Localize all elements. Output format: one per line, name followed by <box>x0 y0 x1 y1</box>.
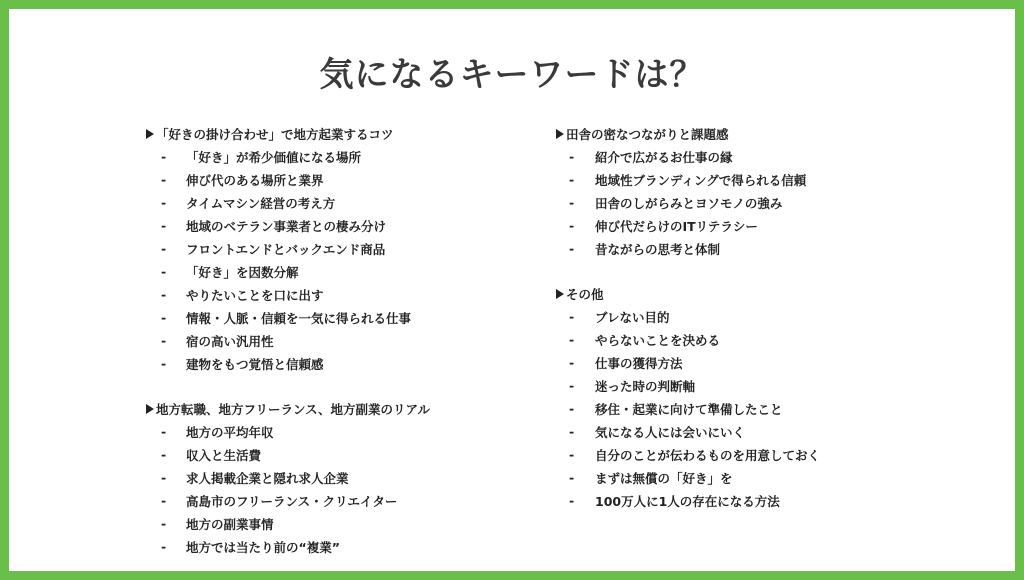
list-item <box>146 535 526 558</box>
dash-bullet: - <box>569 218 575 233</box>
right-column <box>556 122 956 534</box>
dash-bullet: - <box>161 241 167 256</box>
list-item <box>556 214 956 237</box>
list-item <box>146 512 526 535</box>
dash-bullet: - <box>161 264 167 279</box>
section-heading-text: 地方転職、地方フリーランス、地方副業のリアル <box>156 401 431 417</box>
list-item <box>556 351 956 374</box>
list-item <box>146 352 526 375</box>
list-item-text: 求人掲載企業と隠れ求人企業 <box>186 470 349 486</box>
dash-bullet: - <box>161 447 167 462</box>
list-item <box>556 374 956 397</box>
dash-bullet: - <box>161 356 167 371</box>
dash-bullet: - <box>569 447 575 462</box>
list-item <box>146 168 526 191</box>
dash-bullet: - <box>569 424 575 439</box>
list-item-text: 伸び代だらけのITリテラシー <box>595 218 758 234</box>
list-item-text: 田舎のしがらみとヨソモノの強み <box>595 195 783 211</box>
list-item <box>556 466 956 489</box>
list-item <box>146 306 526 329</box>
list-item-text: 「好き」を因数分解 <box>186 264 299 280</box>
list-item-text: 紹介で広がるお仕事の縁 <box>595 149 733 165</box>
list-item-text: タイムマシン経営の考え方 <box>186 195 336 211</box>
dash-bullet: - <box>161 539 167 554</box>
list-item <box>146 145 526 168</box>
list-item <box>146 191 526 214</box>
list-item-text: 建物をもつ覚悟と信頼感 <box>186 356 324 372</box>
list-item-text: フロントエンドとバックエンド商品 <box>186 241 386 257</box>
list-item-text: 地方の平均年収 <box>186 424 274 440</box>
dash-bullet: - <box>569 149 575 164</box>
list-item-text: ブレない目的 <box>595 309 670 325</box>
dash-bullet: - <box>569 241 575 256</box>
list-item-text: 地域性ブランディングで得られる信頼 <box>595 172 807 188</box>
list-item-text: 高島市のフリーランス・クリエイター <box>186 493 398 509</box>
list-item <box>146 283 526 306</box>
list-item-text: やらないことを決める <box>595 332 721 348</box>
list-item <box>556 191 956 214</box>
list-item <box>146 466 526 489</box>
dash-bullet: - <box>569 172 575 187</box>
keyword-section <box>146 397 526 558</box>
list-item <box>556 420 956 443</box>
dash-bullet: - <box>569 332 575 347</box>
list-item-text: 地方の副業事情 <box>186 516 274 532</box>
list-item <box>146 329 526 352</box>
section-heading-text: 田舎の密なつながりと課題感 <box>566 126 729 142</box>
section-heading <box>556 122 956 145</box>
list-item <box>146 237 526 260</box>
dash-bullet: - <box>161 149 167 164</box>
list-item-text: 気になる人には会いにいく <box>595 424 746 440</box>
triangle-bullet-icon <box>556 129 564 139</box>
dash-bullet: - <box>161 470 167 485</box>
list-item-text: 自分のことが伝わるものを用意しておく <box>595 447 821 463</box>
list-item <box>146 420 526 443</box>
list-item-text: 迷った時の判断軸 <box>595 378 696 394</box>
dash-bullet: - <box>569 401 575 416</box>
triangle-bullet-icon <box>146 404 154 414</box>
dash-bullet: - <box>161 493 167 508</box>
triangle-bullet-icon <box>556 289 564 299</box>
list-item-text: 昔ながらの思考と体制 <box>595 241 721 257</box>
dash-bullet: - <box>161 333 167 348</box>
keyword-section <box>556 282 956 512</box>
section-heading-text: その他 <box>566 286 604 302</box>
dash-bullet: - <box>161 195 167 210</box>
list-item-text: 移住・起業に向けて準備したこと <box>595 401 783 417</box>
dash-bullet: - <box>161 172 167 187</box>
list-item-text: まずは無償の「好き」を <box>595 470 733 486</box>
list-item <box>556 443 956 466</box>
list-item-text: 宿の高い汎用性 <box>186 333 274 349</box>
list-item <box>146 214 526 237</box>
list-item-text: 「好き」が希少価値になる場所 <box>186 149 362 165</box>
keyword-section <box>556 122 956 260</box>
list-item-text: 情報・人脈・信頼を一気に得られる仕事 <box>186 310 412 326</box>
list-item-text: 収入と生活費 <box>186 447 262 463</box>
list-item <box>146 260 526 283</box>
dash-bullet: - <box>161 516 167 531</box>
list-item <box>556 237 956 260</box>
list-item <box>146 443 526 466</box>
left-column <box>146 122 526 580</box>
list-item-text: やりたいことを口に出す <box>186 287 324 303</box>
keyword-section <box>146 122 526 375</box>
list-item <box>556 328 956 351</box>
list-item <box>556 168 956 191</box>
list-item-text: 伸び代のある場所と業界 <box>186 172 324 188</box>
list-item-text: 仕事の獲得方法 <box>595 355 683 371</box>
dash-bullet: - <box>569 378 575 393</box>
section-heading <box>556 282 956 305</box>
dash-bullet: - <box>569 309 575 324</box>
dash-bullet: - <box>569 470 575 485</box>
list-item-text: 地域のベテラン事業者との棲み分け <box>186 218 387 234</box>
section-heading <box>146 122 526 145</box>
list-item-text: 地方では当たり前の“複業” <box>186 539 340 555</box>
section-heading-text: 「好きの掛け合わせ」で地方起業するコツ <box>156 126 394 142</box>
slide-title: 気になるキーワードは？ <box>319 55 705 95</box>
list-item-text: 100万人に1人の存在になる方法 <box>595 493 780 509</box>
list-item <box>556 305 956 328</box>
dash-bullet: - <box>161 218 167 233</box>
list-item <box>556 397 956 420</box>
list-item <box>556 145 956 168</box>
triangle-bullet-icon <box>146 129 154 139</box>
dash-bullet: - <box>569 195 575 210</box>
list-item <box>556 489 956 512</box>
dash-bullet: - <box>161 287 167 302</box>
dash-bullet: - <box>161 310 167 325</box>
list-item <box>146 489 526 512</box>
dash-bullet: - <box>161 424 167 439</box>
dash-bullet: - <box>569 493 575 508</box>
section-heading <box>146 397 526 420</box>
dash-bullet: - <box>569 355 575 370</box>
